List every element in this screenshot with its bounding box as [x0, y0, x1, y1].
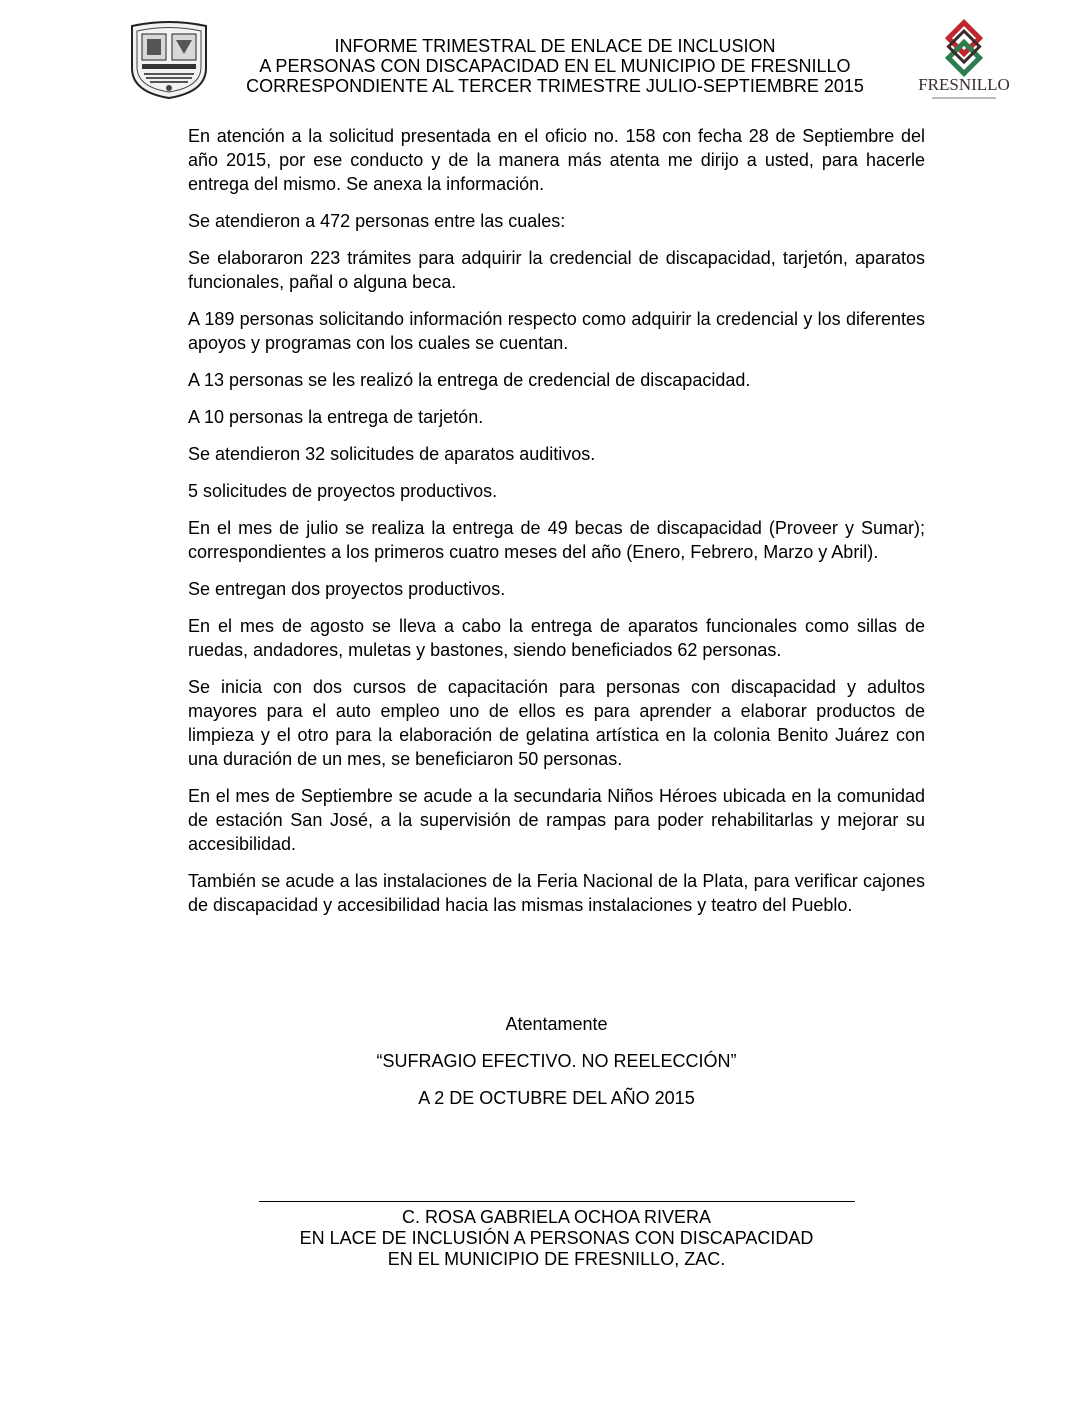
signer-position: EN LACE DE INCLUSIÓN A PERSONAS CON DISCAPACIDAD: [299, 1228, 814, 1248]
motto: “SUFRAGIO EFECTIVO. NO REELECCIÓN”: [376, 1051, 737, 1071]
paragraph-productive-projects: 5 solicitudes de proyectos productivos.: [188, 481, 498, 501]
paragraph-hearing-aids: Se atendieron 32 solicitudes de aparatos auditivos.: [188, 444, 596, 464]
paragraph-september-ramps: En el mes de Septiembre se acude a la secundaria Niños Héroes ubicada en la comunidad de estación San José, a la supervisión de rampas para poder rehabilitarlas y mejorar su accesibilidad.: [188, 786, 925, 854]
municipal-seal-icon: [128, 20, 210, 100]
paragraph-credentials: A 13 personas se les realizó la entrega de credencial de discapacidad.: [188, 370, 751, 390]
paragraph-july-scholarships: En el mes de julio se realiza la entrega de 49 becas de discapacidad (Proveer y Sumar); correspondientes a los primeros cuatro meses del año (Enero, Febrero, Marzo y Abril).: [188, 518, 925, 562]
signature-line: [259, 1201, 855, 1202]
svg-text:FRESNILLO: FRESNILLO: [918, 75, 1010, 94]
report-title: [200, 36, 910, 96]
paragraph-august-devices: En el mes de agosto se lleva a cabo la entrega de aparatos funcionales como sillas de ruedas, andadores, muletas y bastones, siendo beneficiados 62 personas.: [188, 616, 925, 660]
closing-block: [188, 1012, 925, 1123]
report-body: [188, 124, 925, 930]
signer-name: C. ROSA GABRIELA OCHOA RIVERA: [401, 1207, 712, 1227]
salutation: Atentamente: [505, 1014, 608, 1034]
paragraph-information-requests: A 189 personas solicitando información respecto como adquirir la credencial y los diferentes apoyos y programas con los cuales se cuentan.: [188, 309, 925, 353]
paragraph-procedures: Se elaboraron 223 trámites para adquirir la credencial de discapacidad, tarjetón, aparatos funcionales, pañal o alguna beca.: [188, 248, 925, 292]
date-line: A 2 DE OCTUBRE DEL AÑO 2015: [418, 1088, 695, 1108]
signer-location: EN EL MUNICIPIO DE FRESNILLO, ZAC.: [387, 1249, 726, 1269]
paragraph-projects-delivered: Se entregan dos proyectos productivos.: [188, 579, 506, 599]
title-line-1: INFORME TRIMESTRAL DE ENLACE DE INCLUSION: [334, 36, 776, 56]
paragraph-training-courses: Se inicia con dos cursos de capacitación para personas con discapacidad y adultos mayores para el auto empleo uno de ellos es para aprender a elaborar productos de limpieza y el otro para la elaboración de gelatina artística en la colonia Benito Juárez con una duración de un mes, se beneficiaron 50 personas.: [188, 677, 925, 769]
paragraph-fair-accessibility: También se acude a las instalaciones de la Feria Nacional de la Plata, para verificar cajones de discapacidad y accesibilidad hacia las mismas instalaciones y teatro del Pueblo.: [188, 871, 925, 915]
signature-block: [188, 1207, 925, 1270]
paragraph-intro: En atención a la solicitud presentada en el oficio no. 158 con fecha 28 de Septiembre del año 2015, por ese conducto y de la manera más atenta me dirijo a usted, para hacerle entrega del mismo. Se anexa la información.: [188, 126, 925, 194]
title-line-2: A PERSONAS CON DISCAPACIDAD EN EL MUNICIPIO DE FRESNILLO: [259, 56, 851, 76]
fresnillo-logo: [918, 18, 1010, 106]
paragraph-total-attended: Se atendieron a 472 personas entre las cuales:: [188, 211, 566, 231]
paragraph-tarjeton: A 10 personas la entrega de tarjetón.: [188, 407, 484, 427]
title-line-3: CORRESPONDIENTE AL TERCER TRIMESTRE JULIO-SEPTIEMBRE 2015: [246, 76, 864, 96]
